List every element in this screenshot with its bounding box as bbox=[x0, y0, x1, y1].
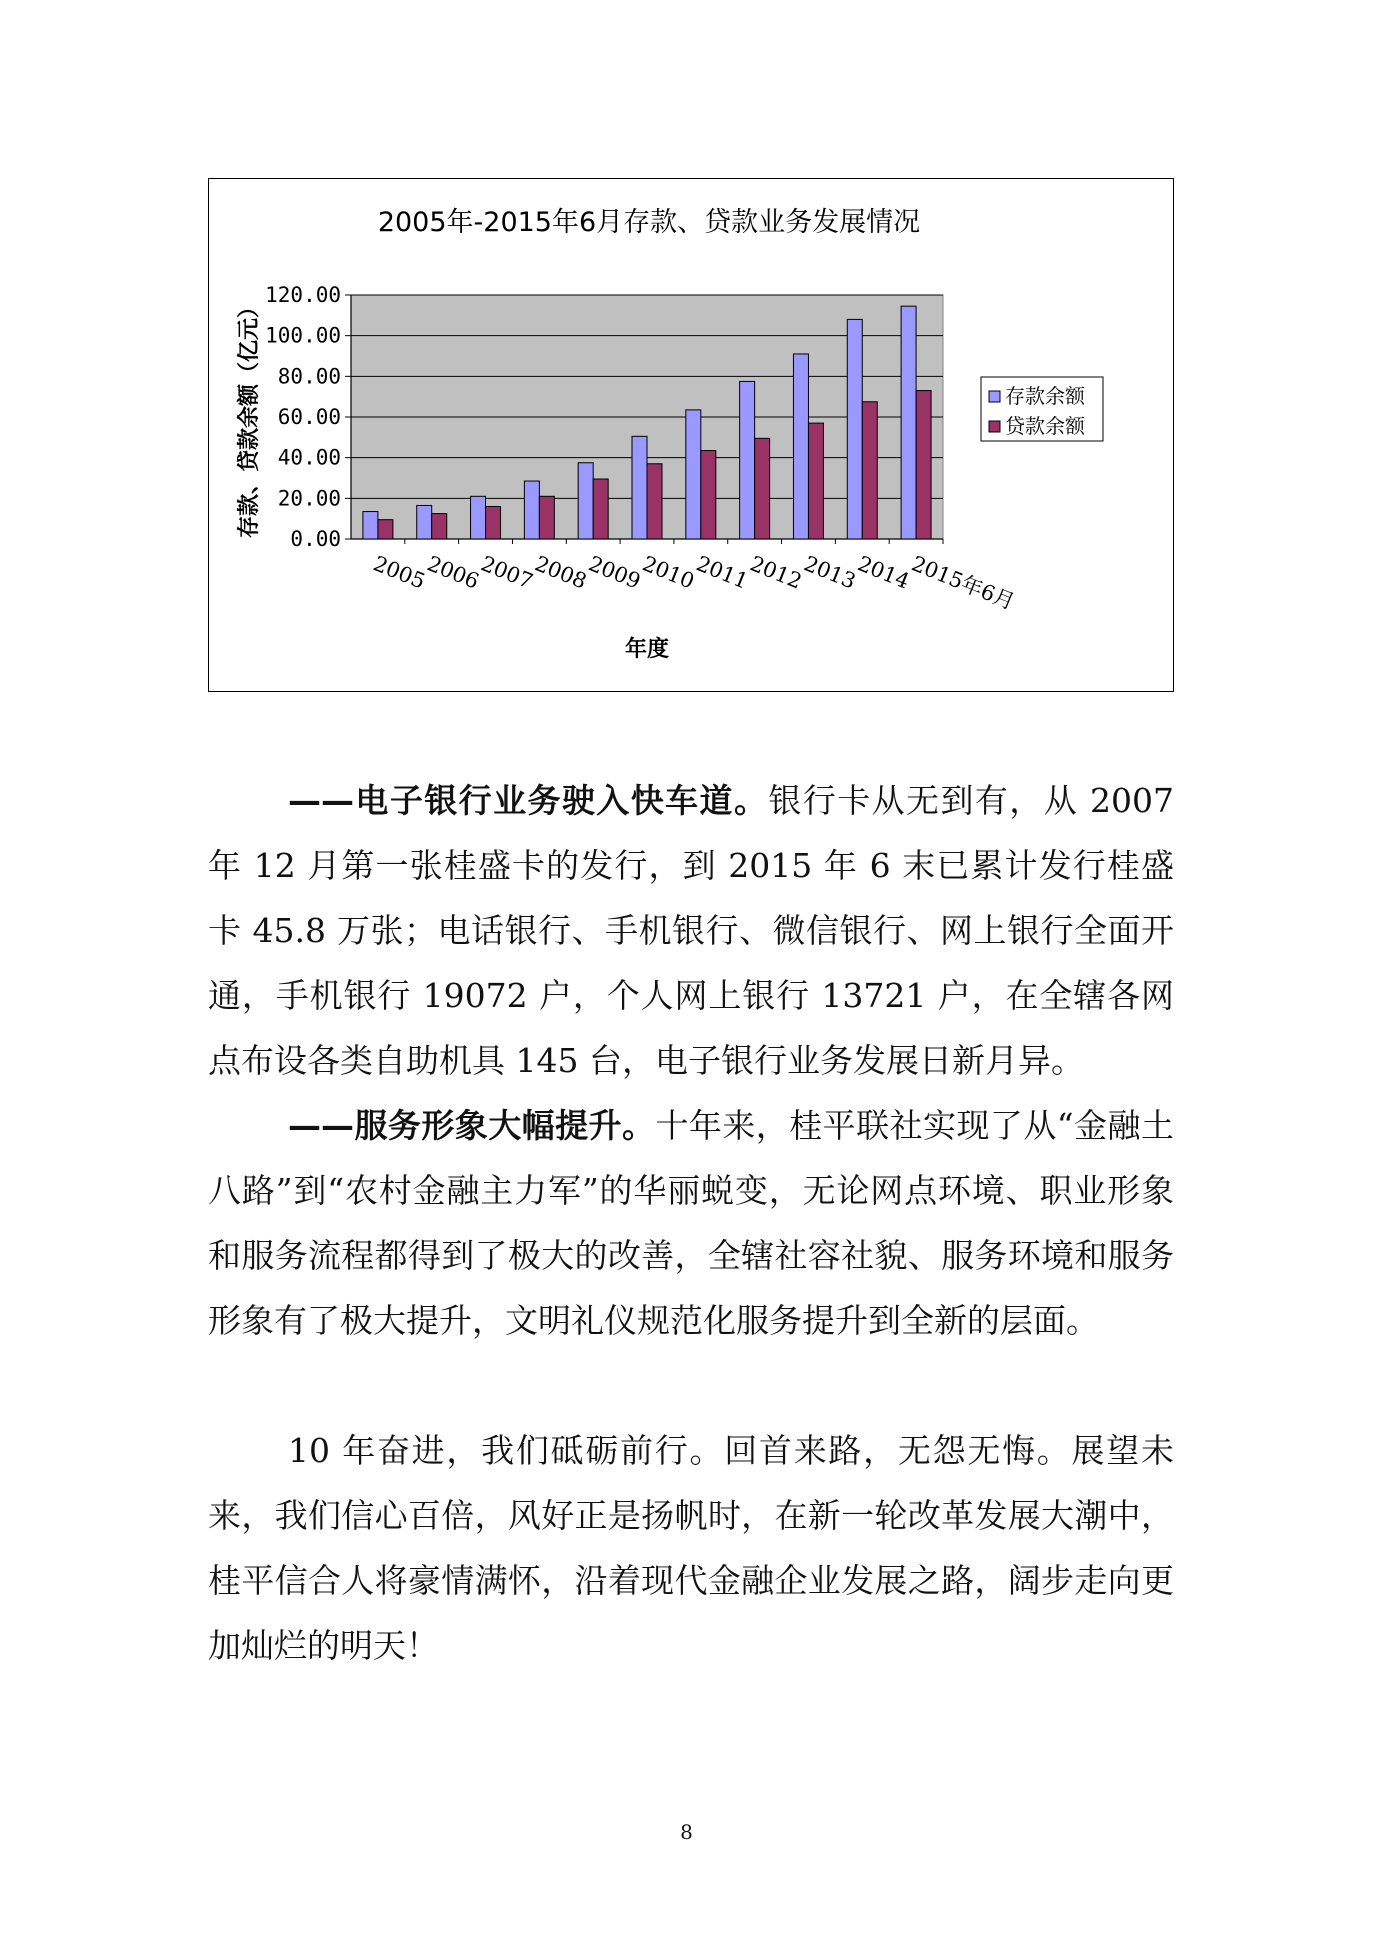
y-tick-label: 100.00 bbox=[265, 323, 341, 348]
bar-loan bbox=[647, 464, 662, 539]
x-tick-label: 2012 bbox=[746, 551, 806, 594]
paragraph-text: 十年来，桂平联社实现了从“金融土八路”到“农村金融主力军”的华丽蜕变，无论网点环境、职业形象和服务流程都得到了极大的改善，全辖社容社貌、服务环境和服务形象有了极大提升，文明礼仪规范化服务提升到全新的层面。 bbox=[208, 1106, 1174, 1340]
y-axis-label: 存款、贷款余额（亿元） bbox=[237, 295, 262, 539]
paragraph-lead: ——电子银行业务驶入快车道。 bbox=[288, 781, 769, 820]
bar-deposit bbox=[686, 410, 701, 539]
bar-loan bbox=[808, 423, 823, 539]
x-tick-label: 2008 bbox=[531, 551, 591, 594]
bar-deposit bbox=[363, 512, 378, 539]
paragraph-text: 10 年奋进，我们砥砺前行。回首来路，无怨无悔。展望未来，我们信心百倍，风好正是扬帆时，在新一轮改革发展大潮中，桂平信合人将豪情满怀，沿着现代金融企业发展之路，阔步走向更加灿烂的明天！ bbox=[208, 1431, 1174, 1665]
x-tick-label: 2011 bbox=[692, 551, 752, 594]
bar-deposit bbox=[632, 436, 647, 539]
x-tick-label: 2006 bbox=[423, 551, 483, 594]
legend-label: 贷款余额 bbox=[1005, 414, 1085, 438]
bar-loan bbox=[378, 520, 393, 539]
bar-deposit bbox=[471, 496, 486, 539]
bar-loan bbox=[916, 391, 931, 539]
paragraph-service-image bbox=[208, 1093, 1174, 1353]
bar-loan bbox=[539, 496, 554, 539]
bar-loan bbox=[701, 451, 716, 539]
y-tick-label: 60.00 bbox=[277, 405, 341, 429]
bar-deposit bbox=[417, 505, 432, 539]
x-tick-label: 2013 bbox=[800, 551, 860, 594]
bar-chart bbox=[209, 179, 1172, 690]
x-axis-label: 年度 bbox=[624, 637, 670, 662]
page-number: 8 bbox=[680, 1820, 693, 1844]
legend-label: 存款余额 bbox=[1005, 384, 1085, 408]
y-tick-label: 40.00 bbox=[277, 445, 341, 470]
y-tick-label: 80.00 bbox=[277, 364, 341, 389]
paragraph-conclusion bbox=[208, 1418, 1174, 1678]
bar-loan bbox=[593, 479, 608, 539]
x-tick-label: 2014 bbox=[854, 551, 913, 594]
x-tick-label: 2009 bbox=[585, 551, 644, 594]
bar-loan bbox=[862, 402, 877, 539]
x-tick-label: 2015年6月 bbox=[908, 551, 1019, 615]
bar-loan bbox=[432, 514, 447, 539]
y-tick-label: 0.00 bbox=[290, 527, 341, 551]
paragraph-text: 银行卡从无到有，从 2007 年 12 月第一张桂盛卡的发行，到 2015 年 6 末已累计发行桂盛卡 45.8 万张；电话银行、手机银行、微信银行、网上银行全面开通，手机银行 19072 户，个人网上银行 13721 户，在全辖各网点布设各类自助机具 145 台，电子银行业务发展日新月异。 bbox=[208, 781, 1175, 1080]
y-tick-label: 120.00 bbox=[265, 283, 341, 307]
chart-container bbox=[208, 178, 1174, 692]
y-tick-label: 20.00 bbox=[277, 486, 341, 511]
legend-swatch bbox=[989, 391, 1000, 402]
bar-deposit bbox=[578, 463, 593, 539]
bar-deposit bbox=[793, 354, 808, 539]
bar-deposit bbox=[524, 481, 539, 539]
paragraph-lead: ——服务形象大幅提升。 bbox=[288, 1106, 656, 1145]
x-tick-label: 2010 bbox=[639, 551, 698, 594]
x-tick-label: 2005 bbox=[370, 551, 429, 594]
x-tick-label: 2007 bbox=[477, 551, 537, 594]
paragraph-electronic-banking bbox=[208, 768, 1174, 1093]
bar-loan bbox=[486, 506, 501, 539]
bar-deposit bbox=[901, 306, 916, 539]
bar-deposit bbox=[740, 381, 755, 539]
chart-title: 2005年-2015年6月存款、贷款业务发展情况 bbox=[377, 207, 921, 238]
legend-swatch bbox=[989, 421, 1000, 432]
bar-deposit bbox=[847, 319, 862, 539]
bar-loan bbox=[755, 438, 770, 539]
